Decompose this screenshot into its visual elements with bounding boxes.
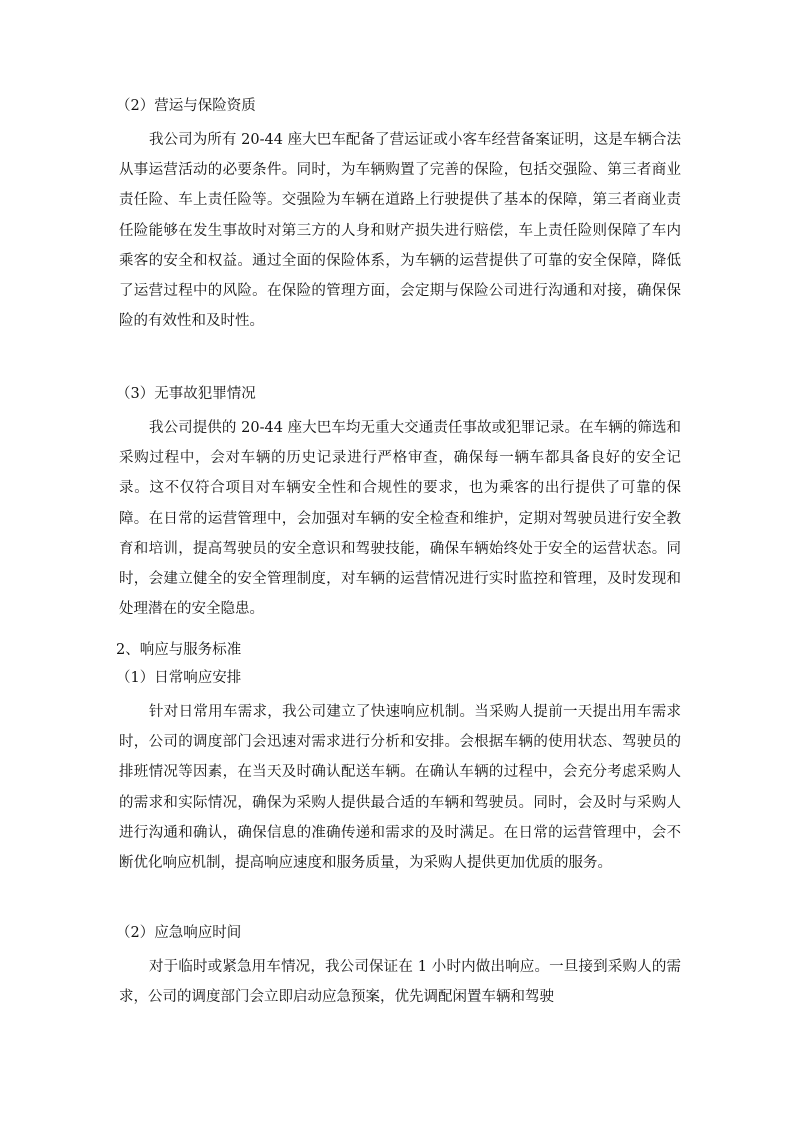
heading-response-standard: 2、响应与服务标准 [116,642,242,658]
paragraph-no-accident: 我公司提供的 20-44 座大巴车均无重大交通责任事故或犯罪记录。在车辆的筛选和采购过程中，会对车辆的历史记录进行严格审查，确保每一辆车都具备良好的安全记录。这不仅符合项目对车辆安全性和合规性的要求，也为乘客的出行提供了可靠的保障。在日常的运营管理中，会加强对车辆的安全检查和维护，定期对驾驶员进行安全教育和培训，提高驾驶员的安全意识和驾驶技能，确保车辆始终处于安全的运营状态。同时，会建立健全的安全管理制度，对车辆的运营情况进行实时监控和管理，及时发现和处理潜在的安全隐患。 [119,420,681,618]
heading-daily-response: （1）日常响应安排 [116,670,242,686]
heading-no-accident: （3）无事故犯罪情况 [116,386,256,402]
paragraph-operation-insurance: 我公司为所有 20-44 座大巴车配备了营运证或小客车经营备案证明，这是车辆合法从事运营活动的必要条件。同时，为车辆购置了完善的保险，包括交强险、第三者商业责任险、车上责任险等。交强险为车辆在道路上行驶提供了基本的保障，第三者商业责任险能够在发生事故时对第三方的人身和财产损失进行赔偿，车上责任险则保障了车内乘客的安全和权益。通过全面的保险体系，为车辆的运营提供了可靠的安全保障，降低了运营过程中的风险。在保险的管理方面，会定期与保险公司进行沟通和对接，确保保险的有效性和及时性。 [119,132,681,330]
heading-emergency-response: （2）应急响应时间 [116,925,242,941]
paragraph-emergency-response: 对于临时或紧急用车情况，我公司保证在 1 小时内做出响应。一旦接到采购人的需求，公司的调度部门会立即启动应急预案，优先调配闲置车辆和驾驶 [119,959,681,1006]
paragraph-daily-response: 针对日常用车需求，我公司建立了快速响应机制。当采购人提前一天提出用车需求时，公司的调度部门会迅速对需求进行分析和安排。会根据车辆的使用状态、驾驶员的排班情况等因素，在当天及时确认配送车辆。在确认车辆的过程中，会充分考虑采购人的需求和实际情况，确保为采购人提供最合适的车辆和驾驶员。同时，会及时与采购人进行沟通和确认，确保信息的准确传递和需求的及时满足。在日常的运营管理中，会不断优化响应机制，提高响应速度和服务质量，为采购人提供更加优质的服务。 [119,704,681,872]
heading-operation-insurance: （2）营运与保险资质 [116,98,256,114]
